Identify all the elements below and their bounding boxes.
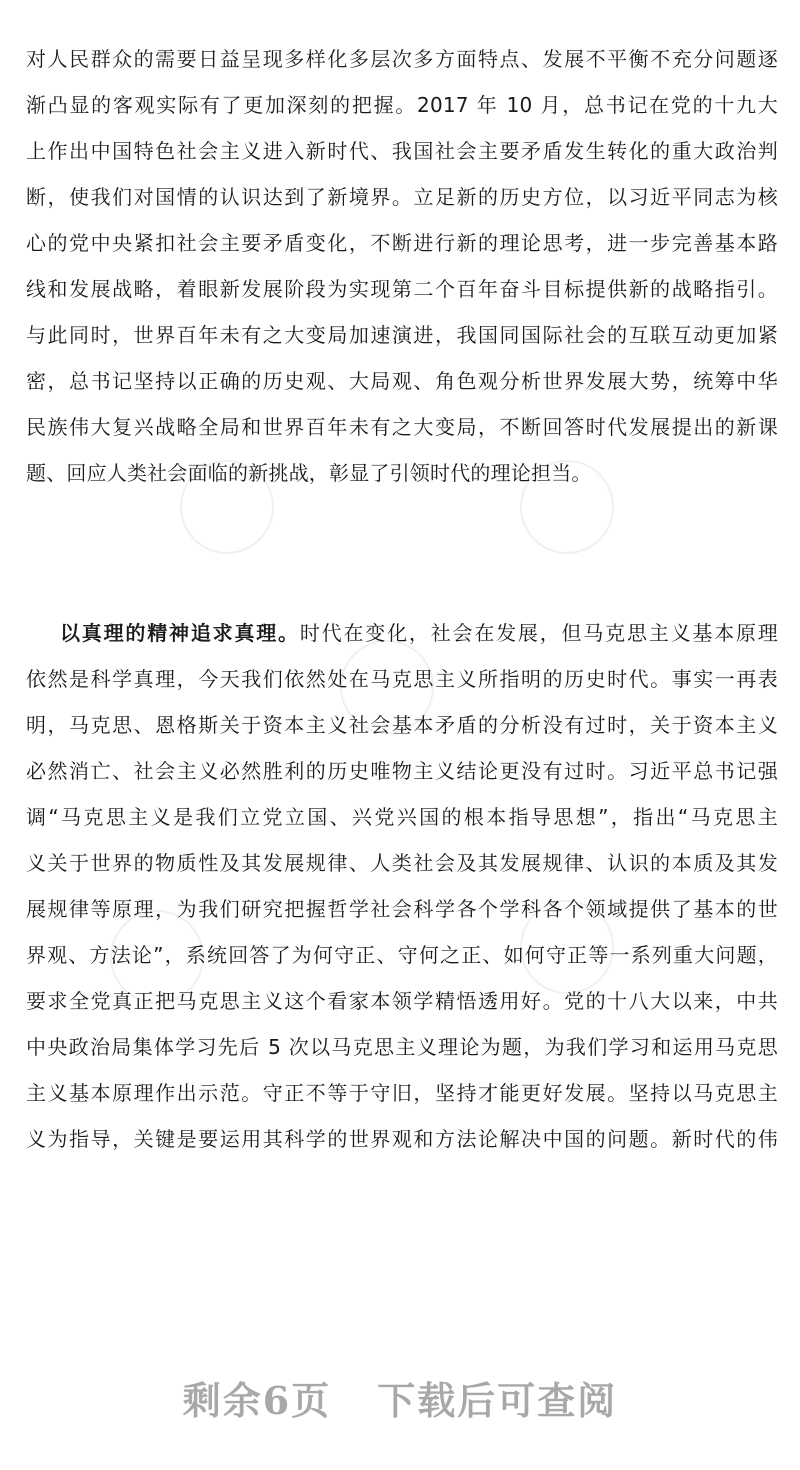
text-line: 展规律等原理，为我们研究把握哲学社会科学各个学科各个领域提供了基本的世 <box>26 897 778 921</box>
text-line: 民族伟大复兴战略全局和世界百年未有之大变局，不断回答时代发展提出的新课 <box>26 415 778 439</box>
text-line-first <box>26 610 778 656</box>
paragraph-1 <box>26 36 778 496</box>
text-line: 心的党中央紧扣社会主要矛盾变化，不断进行新的理论思考，进一步完善基本路 <box>26 231 778 255</box>
text-line: 断，使我们对国情的认识达到了新境界。立足新的历史方位，以习近平同志为核 <box>26 185 778 209</box>
text-line: 上作出中国特色社会主义进入新时代、我国社会主要矛盾发生转化的重大政治判 <box>26 139 778 163</box>
text-line: 中央政治局集体学习先后 5 次以马克思主义理论为题，为我们学习和运用马克思 <box>26 1035 778 1059</box>
remaining-pages-label: 剩余6页 <box>182 1378 332 1423</box>
text-line: 必然消亡、社会主义必然胜利的历史唯物主义结论更没有过时。习近平总书记强 <box>26 759 778 783</box>
text-line: 依然是科学真理，今天我们依然处在马克思主义所指明的历史时代。事实一再表 <box>26 667 778 691</box>
download-prompt[interactable] <box>0 1370 800 1425</box>
paragraph-lead-heading: 以真理的精神追求真理。 <box>60 621 300 645</box>
text-line: 密，总书记坚持以正确的历史观、大局观、角色观分析世界发展大势，统筹中华 <box>26 369 778 393</box>
text-line: 义关于世界的物质性及其发展规律、人类社会及其发展规律、认识的本质及其发 <box>26 851 778 875</box>
text-line: 义为指导，关键是要运用其科学的世界观和方法论解决中国的问题。新时代的伟 <box>26 1127 778 1151</box>
download-to-view-label: 下载后可查阅 <box>377 1378 618 1423</box>
text-line: 渐凸显的客观实际有了更加深刻的把握。2017 年 10 月，总书记在党的十九大 <box>26 93 778 117</box>
text-line: 题、回应人类社会面临的新挑战，彰显了引领时代的理论担当。 <box>26 461 592 485</box>
paragraph-2 <box>26 610 778 1162</box>
text-line: 明，马克思、恩格斯关于资本主义社会基本矛盾的分析没有过时，关于资本主义 <box>26 713 778 737</box>
text-line: 主义基本原理作出示范。守正不等于守旧，坚持才能更好发展。坚持以马克思主 <box>26 1081 778 1105</box>
text-line: 与此同时，世界百年未有之大变局加速演进，我国同国际社会的互联互动更加紧 <box>26 323 778 347</box>
text-line: 界观、方法论”，系统回答了为何守正、守何之正、如何守正等一系列重大问题， <box>26 943 778 967</box>
first-line-text: 时代在变化，社会在发展，但马克思主义基本原理 <box>299 621 778 645</box>
text-line: 线和发展战略，着眼新发展阶段为实现第二个百年奋斗目标提供新的战略指引。 <box>26 277 778 301</box>
text-line: 对人民群众的需要日益呈现多样化多层次多方面特点、发展不平衡不充分问题逐 <box>26 47 778 71</box>
text-line: 要求全党真正把马克思主义这个看家本领学精悟透用好。党的十八大以来，中共 <box>26 989 778 1013</box>
text-line: 调“马克思主义是我们立党立国、兴党兴国的根本指导思想”，指出“马克思主 <box>26 805 778 829</box>
